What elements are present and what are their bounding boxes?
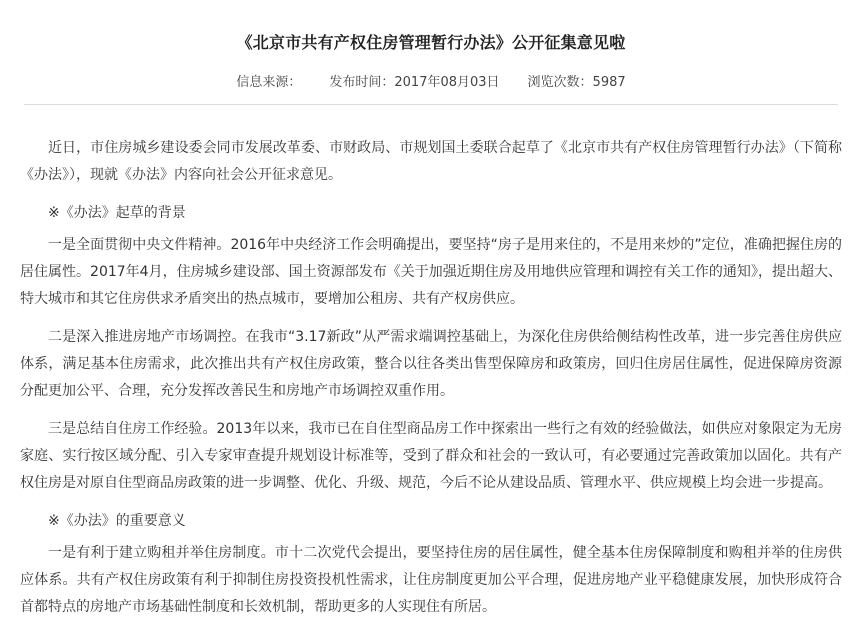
article-meta [0, 71, 862, 90]
article-title: 《北京市共有产权住房管理暂行办法》公开征集意见啦 [236, 33, 626, 52]
section-heading-significance: ※《办法》的重要意义 [48, 513, 186, 529]
paragraph-background-1: 一是全面贯彻中央文件精神。2016年中央经济工作会明确提出，要坚持“房子是用来住的，不是用来炒的”定位，准确把握住房的居住属性。2017年4月，住房城乡建设部、国土资源部发布《关于加强近期住房及用地供应管理和调控有关工作的通知》，提出超大、特大城市和其它住房供求矛盾突出的热点城市，要增加公租房、共有产权房供应。 [20, 237, 842, 307]
article-body [20, 135, 842, 632]
paragraph-background-2: 二是深入推进房地产市场调控。在我市“3.17新政”从严需求端调控基础上，为深化住房供给侧结构性改革，进一步完善住房供应体系，满足基本住房需求，此次推出共有产权住房政策，整合以往各类出售型保障房和政策房，回归住房居住属性，促进保障房资源分配更加公平、合理，充分发挥改善民生和房地产市场调控双重作用。 [20, 329, 842, 399]
paragraph-intro: 近日，市住房城乡建设委会同市发展改革委、市财政局、市规划国土委联合起草了《北京市共有产权住房管理暂行办法》（下简称《办法》），现就《办法》内容向社会公开征求意见。 [20, 140, 842, 183]
meta-views: 浏览次数：5987 [527, 75, 626, 90]
meta-publish-time: 发布时间：2017年08月03日 [329, 75, 500, 90]
paragraph-background-3: 三是总结自住房工作经验。2013年以来，我市已在自住型商品房工作中探索出一些行之有效的经验做法，如供应对象限定为无房家庭、实行按区域分配、引入专家审查提升规划设计标准等，受到了群众和社会的一致认可，有必要通过完善政策加以固化。共有产权住房是对原自住型商品房政策的进一步调整、优化、升级、规范，今后不论从建设品质、管理水平、供应规模上均会进一步提高。 [20, 421, 842, 491]
title-divider [24, 104, 838, 105]
section-heading-background: ※《办法》起草的背景 [48, 205, 186, 221]
paragraph-significance-1: 一是有利于建立购租并举住房制度。市十二次党代会提出，要坚持住房的居住属性，健全基本住房保障制度和购租并举的住房供应体系。共有产权住房政策有利于抑制住房投资投机性需求，让住房制度更加公平合理，促进房地产业平稳健康发展，加快形成符合首都特点的房地产市场基础性制度和长效机制，帮助更多的人实现住有所居。 [20, 545, 842, 615]
meta-source: 信息来源： [236, 75, 302, 90]
